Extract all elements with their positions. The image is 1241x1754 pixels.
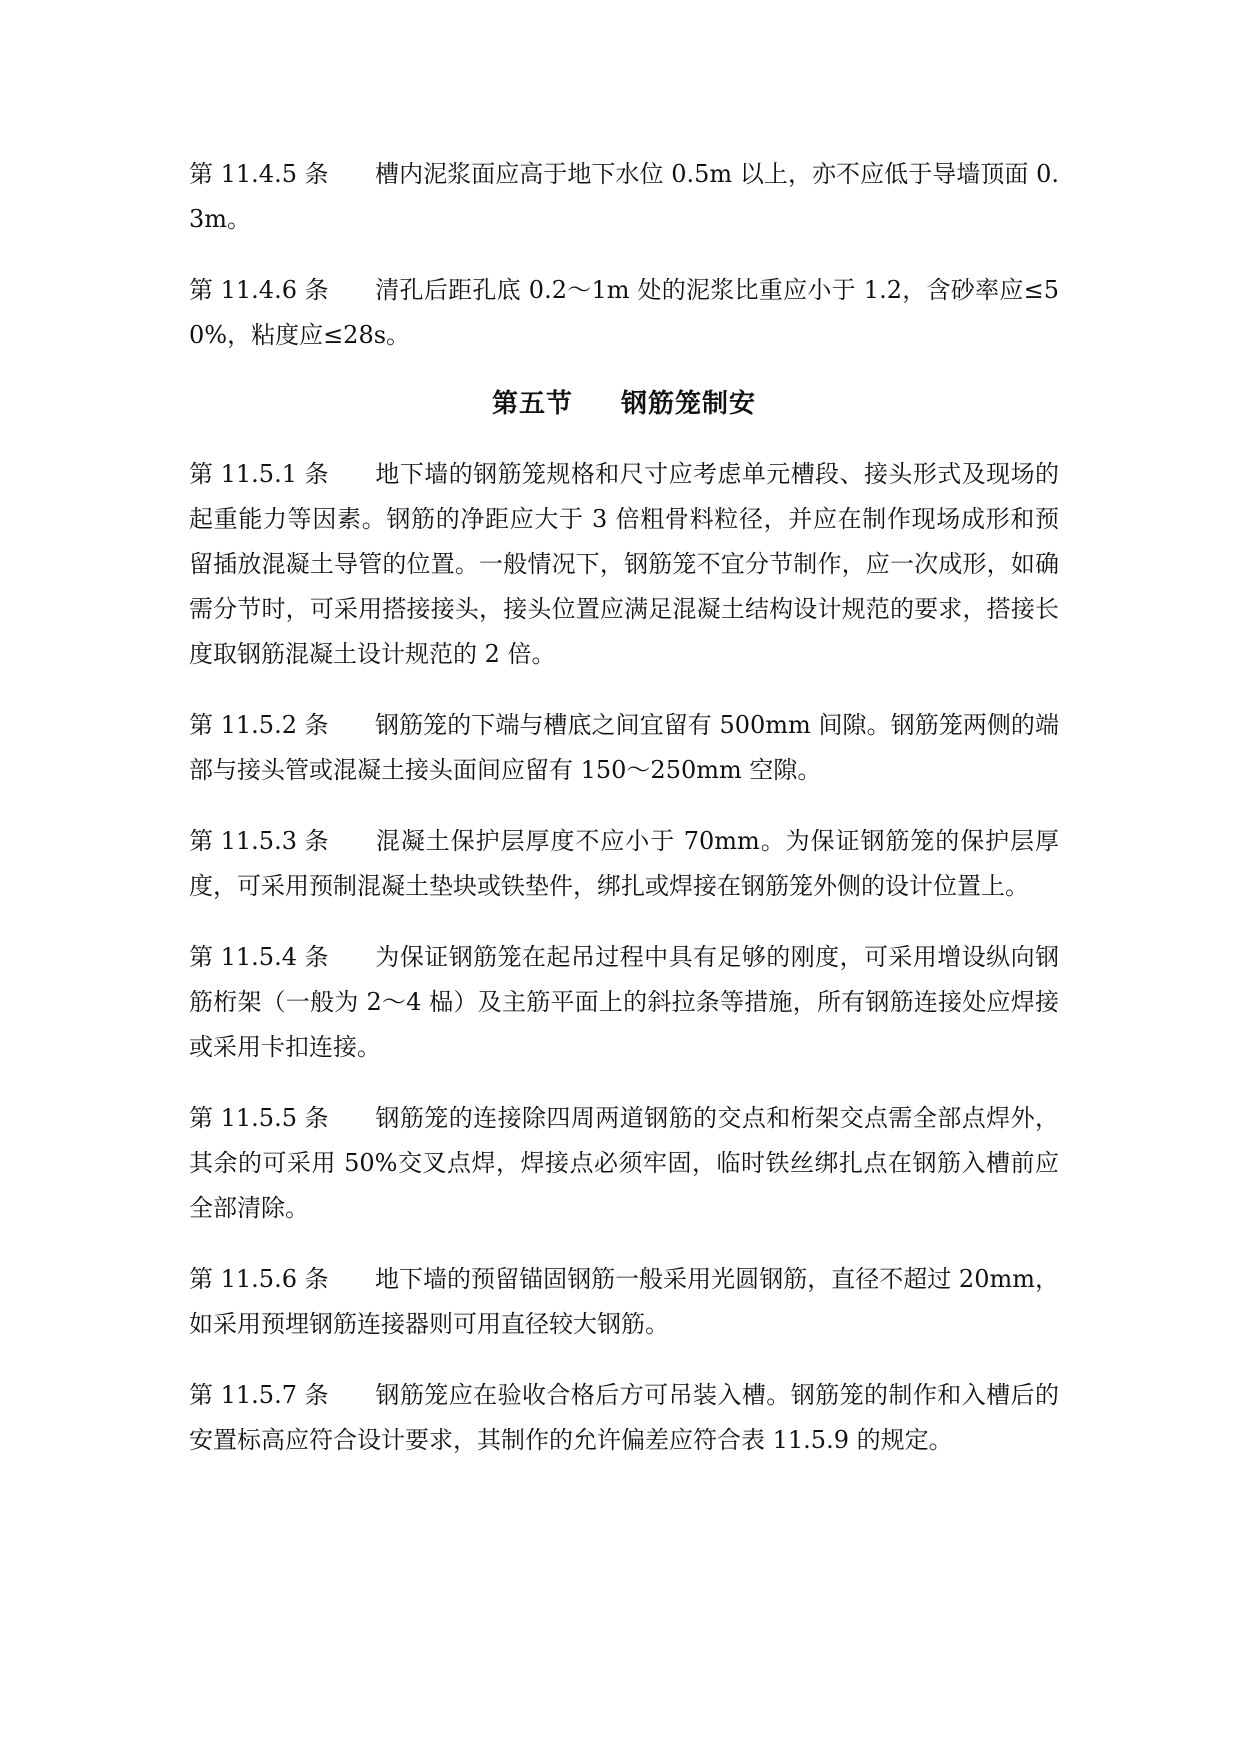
clause-text: 钢筋笼的连接除四周两道钢筋的交点和桁架交点需全部点焊外，其余的可采用 50%交叉点焊，焊接点必须牢固，临时铁丝绑扎点在钢筋入槽前应全部清除。 bbox=[189, 1104, 1059, 1222]
clause-text: 钢筋笼的下端与槽底之间宜留有 500mm 间隙。钢筋笼两侧的端部与接头管或混凝土接头面间应留有 150～250mm 空隙。 bbox=[189, 711, 1059, 784]
clause-11-4-5 bbox=[189, 152, 1059, 242]
section-number: 第五节 bbox=[491, 389, 573, 419]
section-heading bbox=[189, 384, 1059, 424]
clause-text: 地下墙的钢筋笼规格和尺寸应考虑单元槽段、接头形式及现场的起重能力等因素。钢筋的净距应大于 3 倍粗骨料粒径，并应在制作现场成形和预留插放混凝土导管的位置。一般情况下，钢筋笼不宜分节制作，应一次成形，如确需分节时，可采用搭接接头，接头位置应满足混凝土结构设计规范的要求，搭接长度取钢筋混凝土设计规范的 2 倍。 bbox=[189, 460, 1059, 668]
clause-11-5-1 bbox=[189, 452, 1059, 677]
clause-text: 地下墙的预留锚固钢筋一般采用光圆钢筋，直径不超过 20mm，如采用预埋钢筋连接器则可用直径较大钢筋。 bbox=[189, 1265, 1059, 1338]
clause-number: 第 11.4.6 条 bbox=[189, 276, 329, 304]
clause-text: 槽内泥浆面应高于地下水位 0.5m 以上，亦不应低于导墙顶面 0.3m。 bbox=[189, 160, 1059, 233]
clause-text: 清孔后距孔底 0.2～1m 处的泥浆比重应小于 1.2，含砂率应≤50%，粘度应≤28s。 bbox=[189, 276, 1059, 349]
clause-number: 第 11.5.1 条 bbox=[189, 460, 329, 488]
clause-number: 第 11.5.3 条 bbox=[189, 827, 329, 855]
document-body bbox=[189, 152, 1059, 1489]
clause-text: 为保证钢筋笼在起吊过程中具有足够的刚度，可采用增设纵向钢筋桁架（一般为 2～4 榀）及主筋平面上的斜拉条等措施，所有钢筋连接处应焊接或采用卡扣连接。 bbox=[189, 943, 1059, 1061]
clause-number: 第 11.4.5 条 bbox=[189, 160, 329, 188]
clause-11-5-2 bbox=[189, 703, 1059, 793]
clause-11-4-6 bbox=[189, 268, 1059, 358]
clause-11-5-6 bbox=[189, 1257, 1059, 1347]
clause-number: 第 11.5.7 条 bbox=[189, 1381, 329, 1409]
clause-number: 第 11.5.4 条 bbox=[189, 943, 329, 971]
clause-number: 第 11.5.6 条 bbox=[189, 1265, 329, 1293]
clause-text: 钢筋笼应在验收合格后方可吊装入槽。钢筋笼的制作和入槽后的安置标高应符合设计要求，其制作的允许偏差应符合表 11.5.9 的规定。 bbox=[189, 1381, 1059, 1454]
clause-number: 第 11.5.2 条 bbox=[189, 711, 329, 739]
clause-11-5-3 bbox=[189, 819, 1059, 909]
clause-number: 第 11.5.5 条 bbox=[189, 1104, 329, 1132]
clause-11-5-5 bbox=[189, 1096, 1059, 1231]
section-title: 钢筋笼制安 bbox=[621, 389, 757, 419]
clause-11-5-7 bbox=[189, 1373, 1059, 1463]
clause-11-5-4 bbox=[189, 935, 1059, 1070]
clause-text: 混凝土保护层厚度不应小于 70mm。为保证钢筋笼的保护层厚度，可采用预制混凝土垫块或铁垫件，绑扎或焊接在钢筋笼外侧的设计位置上。 bbox=[189, 827, 1059, 900]
